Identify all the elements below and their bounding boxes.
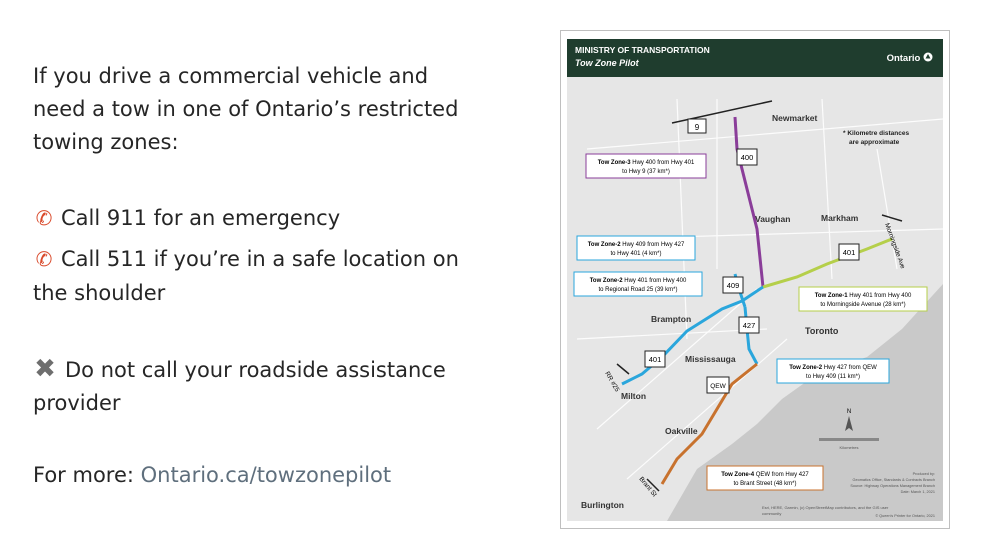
- trillium-icon: [923, 52, 933, 62]
- distance-note-1: * Kilometre distances: [843, 130, 910, 137]
- tow-zone-2-427-label: [777, 359, 889, 383]
- svg-text:9: 9: [694, 123, 700, 132]
- no-roadside-text: Do not call your roadside assistance: [65, 358, 446, 382]
- svg-text:to Morningside Avenue (28 km*): to Morningside Avenue (28 km*): [820, 302, 906, 308]
- city-newmarket: Newmarket: [772, 113, 818, 123]
- svg-text:QEW: QEW: [710, 383, 726, 390]
- svg-text:400: 400: [740, 153, 754, 162]
- svg-text:Geomatics Office, Standards &: Geomatics Office, Standards & Contracts Branch: [852, 478, 935, 482]
- city-markham: Markham: [821, 213, 859, 223]
- call-511-text-continued: the shoulder: [33, 281, 166, 305]
- svg-text:to Hwy 401 (4 km*): to Hwy 401 (4 km*): [610, 251, 662, 257]
- svg-text:Produced by:: Produced by:: [912, 472, 935, 476]
- svg-text:Tow Zone-1 Hwy 401 from Hwy 40: Tow Zone-1 Hwy 401 from Hwy 400: [814, 293, 912, 299]
- call-511-text: Call 511 if you’re in a safe location on: [61, 247, 459, 271]
- towzone-link[interactable]: Ontario.ca/towzonepilot: [140, 463, 392, 487]
- svg-text:to Hwy 9 (37 km*): to Hwy 9 (37 km*): [622, 169, 670, 175]
- map-header-title: MINISTRY OF TRANSPORTATION: [575, 45, 710, 55]
- phone-icon: ✆: [35, 206, 53, 230]
- svg-text:427: 427: [742, 321, 756, 330]
- tow-zone-3-label: [586, 154, 706, 178]
- call-911-item: [33, 203, 340, 233]
- phone-icon: ✆: [35, 247, 53, 271]
- city-burlington: Burlington: [581, 500, 624, 510]
- hwy400-shield: [737, 149, 757, 165]
- call-511-item: [33, 244, 459, 274]
- hwy9-shield: [688, 119, 706, 133]
- more-info: [33, 460, 391, 490]
- tow-zone-1-label: [799, 287, 927, 311]
- lead-line-3: towing zones:: [33, 130, 179, 154]
- lead-line-2: need a tow in one of Ontario’s restricted: [33, 97, 459, 121]
- tow-zone-4-label: [707, 466, 823, 490]
- ontario-brand: [887, 52, 933, 64]
- distance-note-2: are approximate: [849, 139, 900, 146]
- no-roadside-text-continued: provider: [33, 391, 121, 415]
- svg-text:Kilometres: Kilometres: [839, 445, 859, 450]
- no-roadside-item: [33, 354, 446, 385]
- svg-text:Esri, HERE, Garmin, (c) OpenSt: Esri, HERE, Garmin, (c) OpenStreetMap contributors, and the GIS user: [762, 505, 889, 510]
- svg-text:Source: Highway Operations Man: Source: Highway Operations Management Branch: [850, 484, 935, 488]
- hwy427-shield: [739, 317, 759, 333]
- svg-text:Tow Zone-3 Hwy 400 from Hwy 40: Tow Zone-3 Hwy 400 from Hwy 401: [597, 160, 695, 166]
- map-canvas: [567, 39, 943, 521]
- call-911-text: Call 911 for an emergency: [61, 206, 341, 230]
- hwy409-shield: [723, 277, 743, 293]
- map-header-subtitle: Tow Zone Pilot: [575, 58, 639, 68]
- qew-shield: [707, 377, 729, 393]
- tow-zone-map-frame: [560, 30, 950, 529]
- city-oakville: Oakville: [665, 426, 698, 436]
- rr25-label: RR #25: [603, 370, 621, 394]
- lead-line-1: If you drive a commercial vehicle and: [33, 64, 429, 88]
- svg-text:Tow Zone-2 Hwy 401 from Hwy 40: Tow Zone-2 Hwy 401 from Hwy 400: [589, 278, 687, 284]
- tow-zone-map: [567, 39, 943, 521]
- cross-icon: ✖: [34, 354, 56, 384]
- city-toronto: Toronto: [805, 326, 839, 336]
- svg-text:Tow Zone-4 QEW from Hwy 427: Tow Zone-4 QEW from Hwy 427: [721, 472, 809, 478]
- city-brampton: Brampton: [651, 314, 692, 324]
- svg-text:to Hwy 409 (11 km*): to Hwy 409 (11 km*): [806, 374, 860, 380]
- svg-text:to Regional Road 25 (39 km*): to Regional Road 25 (39 km*): [598, 287, 678, 293]
- svg-text:Date: March 1, 2021: Date: March 1, 2021: [900, 490, 935, 494]
- svg-text:401: 401: [842, 248, 856, 257]
- ontario-brand-text: Ontario: [886, 53, 921, 64]
- svg-text:to Brant Street (48 km*): to Brant Street (48 km*): [733, 481, 797, 487]
- svg-text:401: 401: [648, 355, 662, 364]
- hwy401-east-shield: [839, 244, 859, 260]
- map-header: [567, 39, 943, 77]
- more-label: For more:: [33, 463, 141, 487]
- city-mississauga: Mississauga: [685, 354, 736, 364]
- hwy401-west-shield: [645, 351, 665, 367]
- svg-text:community: community: [762, 511, 782, 516]
- tow-zone-2-401-label: [574, 272, 702, 296]
- tow-zone-2-409-label: [577, 236, 695, 260]
- brant-label: Brant St: [637, 475, 658, 499]
- city-vaughan: Vaughan: [755, 214, 791, 224]
- city-milton: Milton: [621, 391, 647, 401]
- svg-text:© Queen's Printer for Ontario,: © Queen's Printer for Ontario, 2021: [875, 514, 935, 518]
- svg-text:409: 409: [726, 281, 740, 290]
- svg-text:Tow Zone-2 Hwy 409 from Hwy 4: Tow Zone-2 Hwy 409 from Hwy 427: [587, 242, 685, 248]
- morningside-label: Morningside Ave: [883, 222, 907, 270]
- svg-text:Tow Zone-2 Hwy 427 from QEW: Tow Zone-2 Hwy 427 from QEW: [789, 365, 877, 371]
- svg-text:N: N: [846, 409, 852, 415]
